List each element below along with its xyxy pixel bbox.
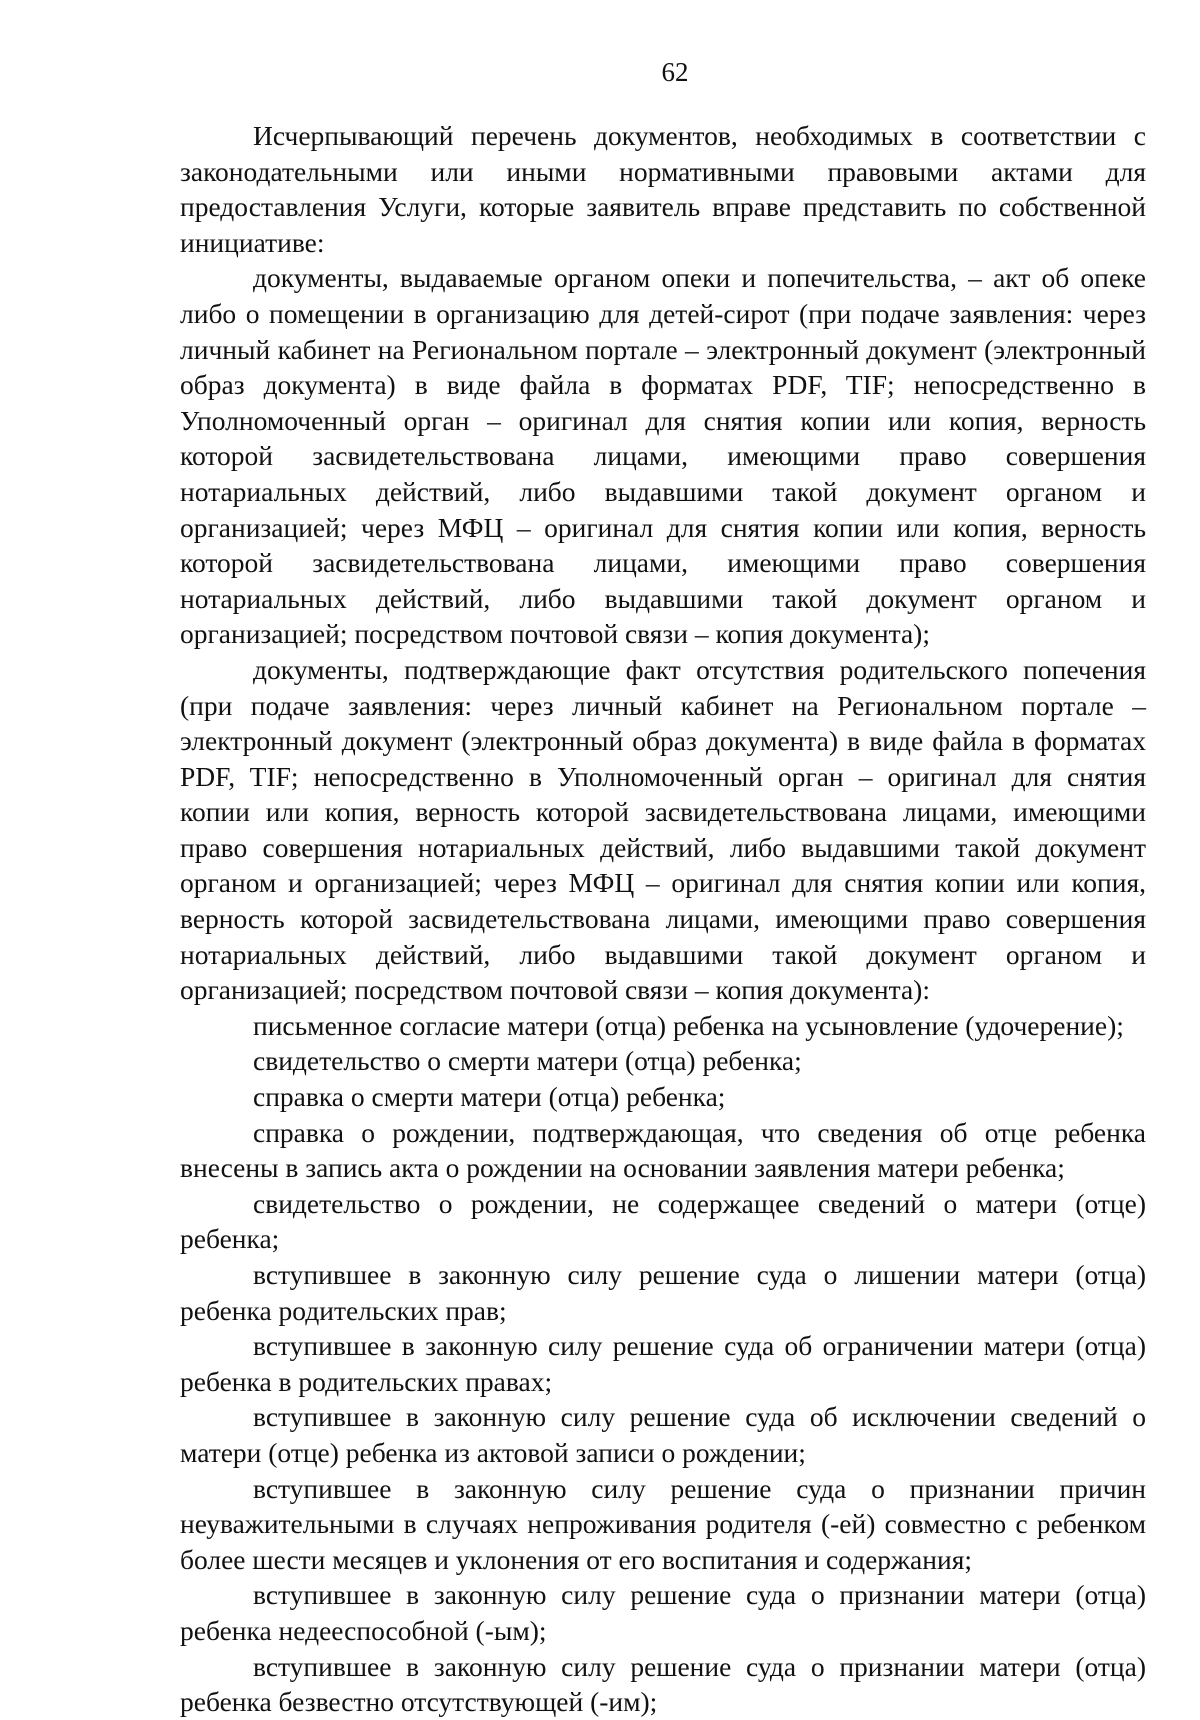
paragraph: Исчерпывающий перечень документов, необходимых в соответствии с законодательными или иными нормативными правовыми актами для предоставления Услуги, которые заявитель вправе представить по собственной инициативе:	[180, 120, 1146, 258]
list-item: свидетельство о смерти матери (отца) ребенка;	[253, 1045, 802, 1077]
list-item: вступившее в законную силу решение суда о признании матери (отца) ребенка безвестно отсутствующей (-им);	[180, 1650, 1146, 1718]
list-item: вступившее в законную силу решение суда о признании причин неуважительными в случаях непроживания родителя (-ей) совместно с ребенком более шести месяцев и уклонения от его воспитания и содержания;	[180, 1472, 1146, 1575]
paragraph: документы, подтверждающие факт отсутствия родительского попечения (при подаче заявления: через личный кабинет на Региональном портале – электронный документ (электронный образ документа) в виде файла в форматах PDF, TIF; непосредственно в Уполномоченный орган – оригинал для снятия копии или копия, верность которой засвидетельствована лицами, имеющими право совершения нотариальных действий, либо выдавшими такой документ органом и организацией; через МФЦ – оригинал для снятия копии или копия, верность которой засвидетельствована лицами, имеющими право совершения нотариальных действий, либо выдавшими такой документ органом и организацией; посредством почтовой связи – копия документа):	[180, 653, 1146, 1006]
paragraph: документы, выдаваемые органом опеки и попечительства, – акт об опеке либо о помещении в организацию для детей-сирот (при подаче заявления: через личный кабинет на Региональном портале – электронный документ (электронный образ документа) в виде файла в форматах PDF, TIF; непосредственно в Уполномоченный орган – оригинал для снятия копии или копия, верность которой засвидетельствована лицами, имеющими право совершения нотариальных действий, либо выдавшими такой документ органом и организацией; через МФЦ – оригинал для снятия копии или копия, верность которой засвидетельствована лицами, имеющими право совершения нотариальных действий, либо выдавшими такой документ органом и организацией; посредством почтовой связи – копия документа);	[180, 262, 1146, 650]
list-item: вступившее в законную силу решение суда о признании матери (отца) ребенка недееспособной (-ым);	[180, 1579, 1146, 1646]
list-item: письменное согласие матери (отца) ребенка на усыновление (удочерение);	[253, 1009, 1124, 1041]
list-item: справка о смерти матери (отца) ребенка;	[253, 1081, 726, 1113]
page-number: 62	[661, 57, 689, 87]
list-item: справка о рождении, подтверждающая, что сведения об отце ребенка внесены в запись акта о рождении на основании заявления матери ребенка;	[180, 1116, 1146, 1184]
list-item: свидетельство о рождении, не содержащее сведений о матери (отце) ребенка;	[180, 1187, 1146, 1255]
document-body	[180, 118, 1146, 1720]
list-item: вступившее в законную силу решение суда об ограничении матери (отца) ребенка в родительских правах;	[180, 1330, 1146, 1397]
list-item: вступившее в законную силу решение суда о лишении матери (отца) ребенка родительских прав;	[180, 1259, 1146, 1326]
list-item: вступившее в законную силу решение суда об исключении сведений о матери (отце) ребенка из актовой записи о рождении;	[180, 1401, 1146, 1468]
